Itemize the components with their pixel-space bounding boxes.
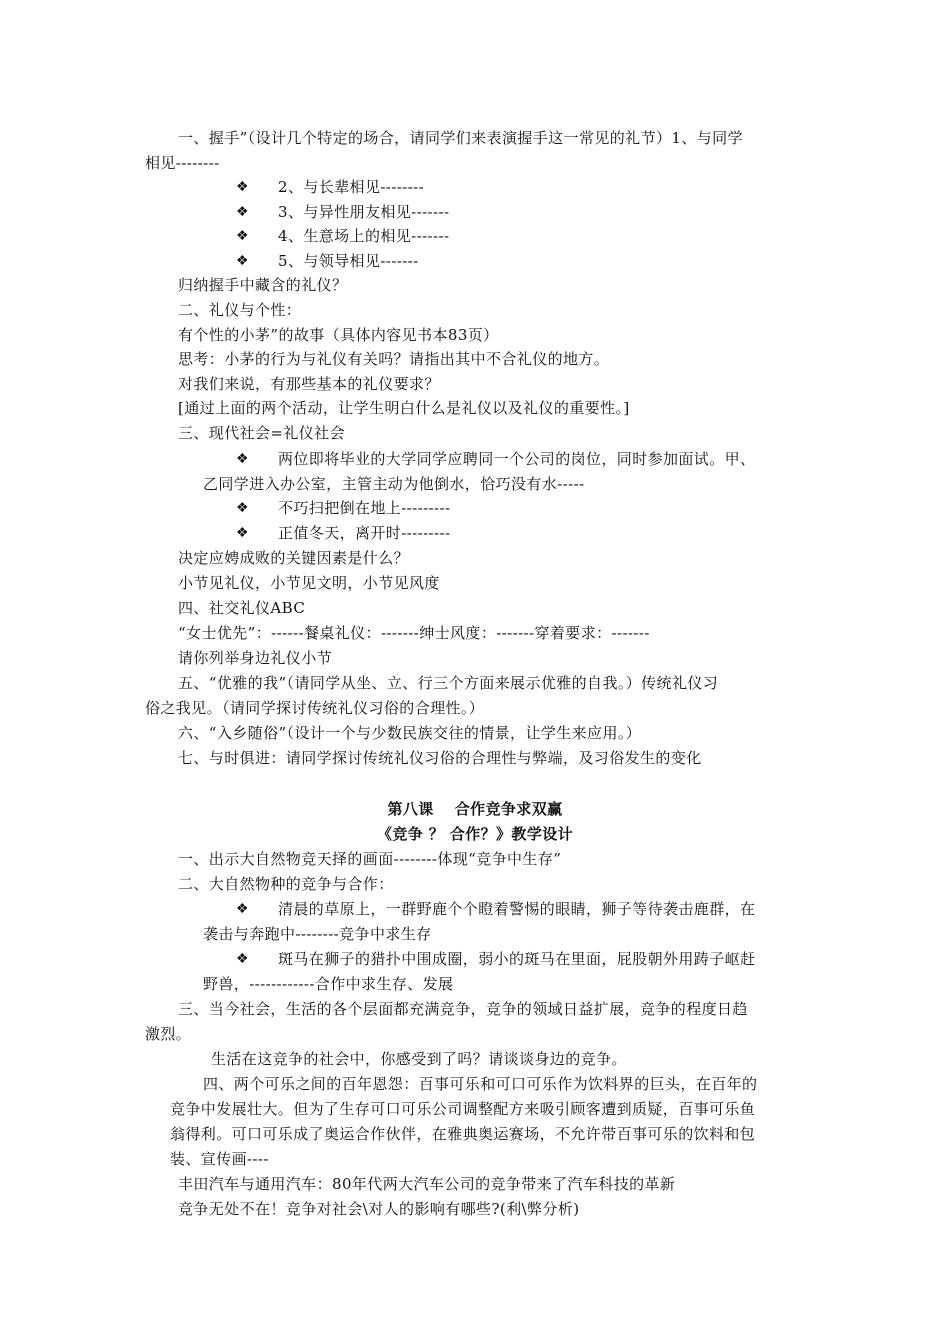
cola-line-2: 竞争中发展壮大。但为了生存可口可乐公司调整配方来吸引顾客遭到质疑，百事可乐鱼 <box>170 1100 756 1118</box>
cola-line-1: 四、两个可乐之间的百年恩怨：百事可乐和可口可乐作为饮料界的巨头，在百年的 <box>203 1075 758 1093</box>
nature-picture-line: 一、出示大自然物竞天择的画面--------体现“竞争中生存” <box>178 850 562 868</box>
customs-line: 六、“入乡随俗”（设计一个与少数民族交往的情景，让学生来应用。） <box>178 724 642 742</box>
heading-etiquette-personality: 二、礼仪与个性： <box>178 301 302 319</box>
feel-line: 生活在这竞争的社会中，你感受到了吗？请谈谈身边的竞争。 <box>211 1050 627 1068</box>
interview-line-2: 乙同学进入办公室，主管主动为他倒水，恰巧没有水----- <box>203 475 585 493</box>
broom-line: 不巧扫把倒在地上--------- <box>278 499 451 517</box>
winter-line: 正值冬天，离开时--------- <box>278 524 451 542</box>
key-factor-line: 决定应娉成败的关键因素是什么？ <box>178 549 410 567</box>
bullet-item: 3、与异性朋友相见------- <box>278 203 450 221</box>
basic-line: 对我们来说，有那些基本的礼仪要求？ <box>178 375 440 393</box>
zebra-line-1: 斑马在狮子的猎扑中围成圈，弱小的斑马在里面，屁股朝外用踌子岖赶 <box>278 950 756 968</box>
lesson-title: 第八课 合作竞争求双赢 <box>387 800 563 818</box>
interview-line-1: 两位即将毕业的大学同学应聘同一个公司的岗位，同时参加面试。甲、 <box>278 450 756 468</box>
bullet-diamond-icon: ❖ <box>236 204 249 220</box>
nature-species-heading: 二、大自然物种的竞争与合作： <box>178 875 394 893</box>
heading-social-etiquette: 四、社交礼仪ABC <box>178 599 306 617</box>
elegant-line-2: 俗之我见。（请同学探讨传统礼仪习俗的合理性。） <box>145 699 485 717</box>
bullet-diamond-icon: ❖ <box>236 951 249 967</box>
summary-line: 归纳握手中藏含的礼仪？ <box>178 276 348 294</box>
design-title: 《竞争 ？ 合作？》教学设计 <box>376 825 574 843</box>
ladies-first-line: “女士优先”：------餐桌礼仪：-------绅士风度：-------穿着要求：------- <box>178 624 650 642</box>
zebra-line-2: 野兽，------------合作中求生存、发展 <box>203 975 454 993</box>
cola-line-3: 翁得利。可口可乐成了奥运合作伙伴，在雅典奥运赛场，不允许带百事可乐的饮料和包 <box>170 1125 756 1143</box>
bullet-diamond-icon: ❖ <box>236 253 249 269</box>
bullet-diamond-icon: ❖ <box>236 901 249 917</box>
toyota-line: 丰田汽车与通用汽车：80年代两大汽车公司的竞争带来了汽车科技的革新 <box>178 1175 676 1193</box>
list-line: 请你列举身边礼仪小节 <box>178 649 333 667</box>
times-line: 七、与时俱进：请同学探讨传统礼仪习俗的合理性与弊端，及习俗发生的变化 <box>178 749 702 767</box>
deer-line-1: 清晨的草原上，一群野鹿个个瞪着警惕的眼睛，狮子等待袭击鹿群，在 <box>278 900 756 918</box>
bullet-diamond-icon: ❖ <box>236 179 249 195</box>
bullet-diamond-icon: ❖ <box>236 451 249 467</box>
details-line: 小节见礼仪，小节见文明，小节见风度 <box>178 574 440 592</box>
handshake-line-1: 一、握手”（设计几个特定的场合，请同学们来表演握手这一常见的礼节）1、与同学 <box>178 129 743 147</box>
heading-modern-society: 三、现代社会=礼仪社会 <box>178 424 345 442</box>
bullet-item: 4、生意场上的相见------- <box>278 227 450 245</box>
handshake-line-2: 相见-------- <box>145 154 220 172</box>
story-line: 有个性的小茅”的故事（具体内容见书本83页） <box>178 326 499 344</box>
society-line-1: 三、当今社会，生活的各个层面都充满竞争，竞争的领域日益扩展，竞争的程度日趋 <box>178 1000 748 1018</box>
cola-line-4: 装、宣传画---- <box>170 1150 269 1168</box>
note-line: [通过上面的两个活动，让学生明白什么是礼仪以及礼仪的重要性。] <box>178 399 630 417</box>
bullet-diamond-icon: ❖ <box>236 500 249 516</box>
bullet-item: 2、与长辈相见-------- <box>278 178 425 196</box>
bullet-diamond-icon: ❖ <box>236 228 249 244</box>
bullet-item: 5、与领导相见------- <box>278 252 419 270</box>
elegant-line-1: 五、“优雅的我”（请同学从坐、立、行三个方面来展示优雅的自我。）传统礼仪习 <box>178 674 719 692</box>
bullet-diamond-icon: ❖ <box>236 525 249 541</box>
think-line: 思考：小茅的行为与礼仪有关吗？请指出其中不合礼仪的地方。 <box>178 350 610 368</box>
society-line-2: 激烈。 <box>145 1025 192 1043</box>
deer-line-2: 袭击与奔跑中--------竞争中求生存 <box>203 925 432 943</box>
everywhere-line: 竞争无处不在！竞争对社会\对人的影响有哪些?(利\弊分析) <box>178 1200 580 1218</box>
